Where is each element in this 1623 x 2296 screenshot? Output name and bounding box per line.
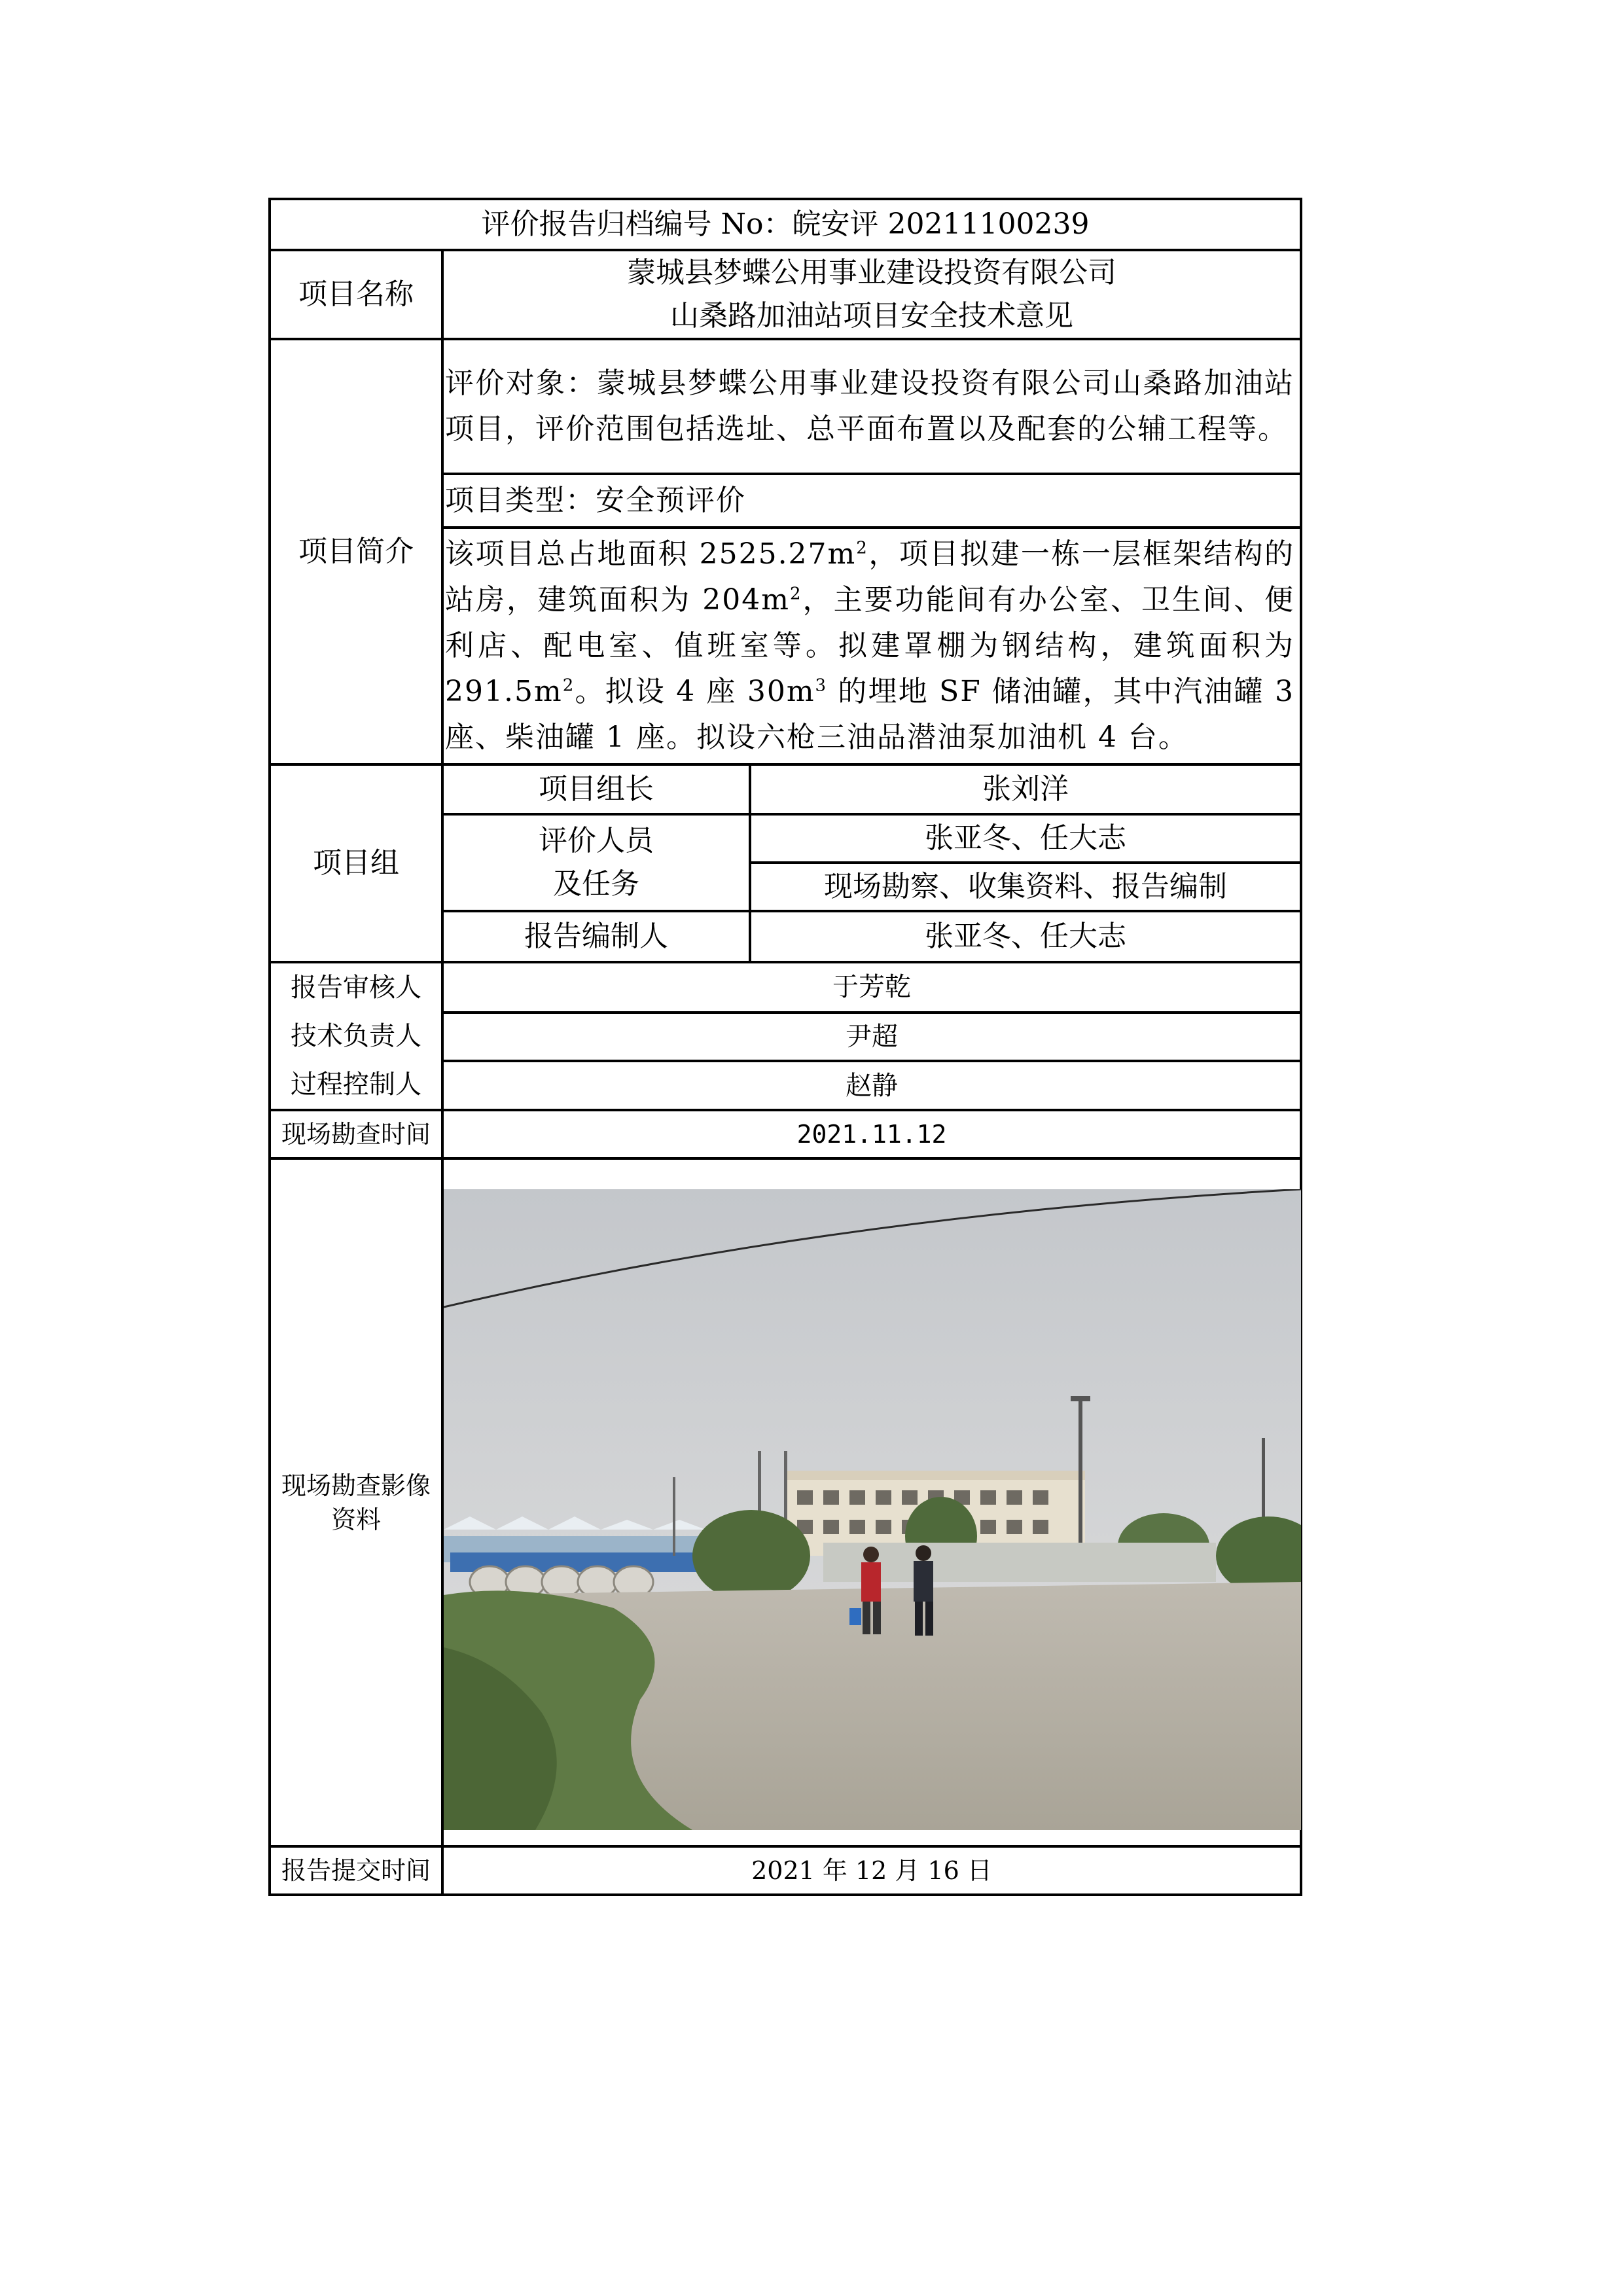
project-name-value — [442, 250, 1301, 339]
photo-cell — [442, 1158, 1301, 1846]
reviewer-label: 报告审核人 — [291, 973, 421, 1003]
tech-lead-value: 尹超 — [442, 1013, 1301, 1062]
author-value: 张亚冬、任大志 — [750, 911, 1301, 962]
evaluators-label — [442, 814, 750, 911]
project-name-line2: 山桑路加油站项目安全技术意见 — [670, 299, 1073, 332]
desc-part-c: ，主要功能间有办公室、卫生间、便利店、配电室、值班室等。拟建罩棚为钢结构，建筑面积为 291.5m — [445, 583, 1294, 708]
sup-square-3: 2 — [562, 675, 575, 696]
sup-cubic: 3 — [815, 675, 828, 696]
review-labels — [270, 962, 442, 1110]
desc-part-b: ，项目拟建一栋一层框架结构的站房，建筑面积为 204m — [445, 537, 1294, 617]
submit-time-label: 报告提交时间 — [270, 1846, 442, 1895]
survey-time-value: 2021.11.12 — [442, 1110, 1301, 1158]
photo-label-1: 现场勘查影像 — [281, 1471, 431, 1500]
project-name-line1: 蒙城县梦蝶公用事业建设投资有限公司 — [627, 256, 1116, 289]
project-description — [442, 528, 1301, 764]
submit-time-value: 2021 年 12 月 16 日 — [442, 1846, 1301, 1895]
evaluation-object: 评价对象：蒙城县梦蝶公用事业建设投资有限公司山桑路加油站项目，评价范围包括选址、总平面布置以及配套的公辅工程等。 — [442, 339, 1301, 474]
leader-value: 张刘洋 — [750, 764, 1301, 814]
survey-time-label: 现场勘查时间 — [270, 1110, 442, 1158]
photo-label-2: 资料 — [330, 1505, 381, 1534]
tech-lead-label: 技术负责人 — [291, 1021, 421, 1051]
archive-table — [268, 198, 1302, 1896]
reviewer-value: 于芳乾 — [442, 962, 1301, 1013]
sup-square-1: 2 — [856, 538, 868, 558]
evaluators-label-2: 及任务 — [553, 867, 639, 901]
team-label: 项目组 — [270, 764, 442, 962]
process-ctrl-label: 过程控制人 — [291, 1069, 421, 1100]
site-photo-image — [444, 1189, 1301, 1830]
desc-part-e: 的埋地 SF 储油罐，其中汽油罐 3 座、柴油罐 1 座。拟设六枪三油品潜油泵加油机 4 台。 — [445, 675, 1294, 754]
desc-part-a: 该项目总占地面积 2525.27m — [445, 537, 857, 571]
photo-label — [270, 1158, 442, 1846]
summary-label: 项目简介 — [270, 339, 442, 764]
leader-label: 项目组长 — [442, 764, 750, 814]
author-label: 报告编制人 — [442, 911, 750, 962]
process-ctrl-value: 赵静 — [442, 1061, 1301, 1110]
evaluators-value: 张亚冬、任大志 — [750, 814, 1301, 863]
archive-number: 评价报告归档编号 No：皖安评 20211100239 — [270, 199, 1301, 250]
project-name-label: 项目名称 — [270, 250, 442, 339]
tasks-value: 现场勘察、收集资料、报告编制 — [750, 863, 1301, 911]
site-photo — [444, 1189, 1301, 1830]
desc-part-d: 。拟设 4 座 30m — [575, 675, 815, 708]
evaluators-label-1: 评价人员 — [539, 824, 654, 857]
project-type: 项目类型：安全预评价 — [442, 474, 1301, 528]
sup-square-2: 2 — [789, 584, 802, 604]
